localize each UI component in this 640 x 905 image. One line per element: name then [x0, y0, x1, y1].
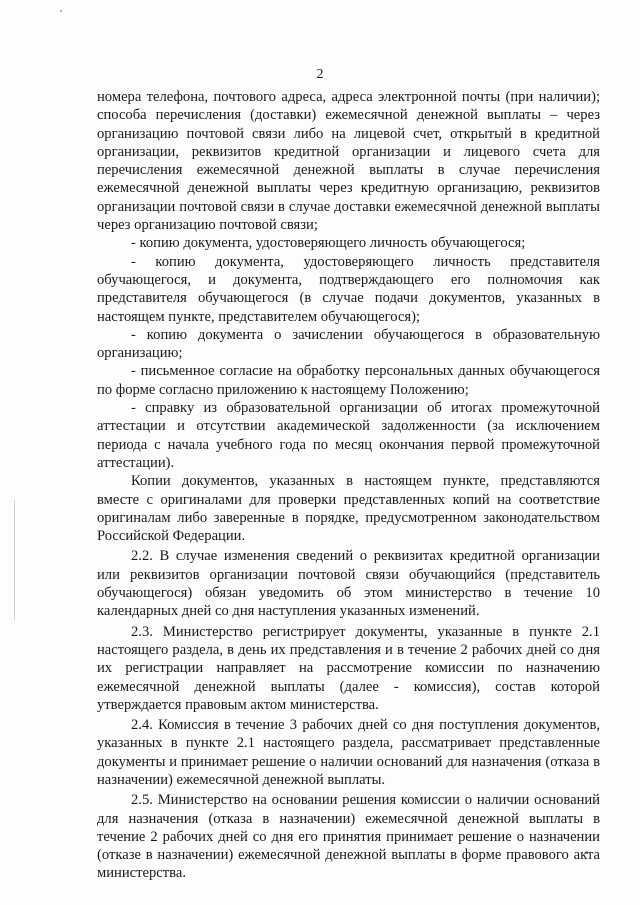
list-item-attestation-certificate: - справку из образовательной организации об итогах промежуточной аттестации и отсутствии академической задолженности (за исключением периода с начала учебного года по месяц окончания первой промежуточной аттестации). — [97, 400, 600, 471]
scan-speck — [60, 10, 62, 12]
list-item-enrollment-document: - копию документа о зачислении обучающегося в образовательную организацию; — [97, 326, 600, 362]
document-body — [97, 88, 600, 883]
scan-edge-line — [14, 500, 15, 620]
list-item-consent: - письменное согласие на обработку персональных данных обучающегося по форме согласно приложению к настоящему Положению; — [97, 363, 600, 398]
list-item-representative-document: - копию документа, удостоверяющего личность представителя обучающегося, и документа, подтверждающего его полномочия как представителя обучающегося (в случае подачи документов, указанных в настоящем пункте, представителем обучающегося); — [97, 253, 600, 325]
paragraph-section-2-4: 2.4. Комиссия в течение 3 рабочих дней со дня поступления документов, указанных в пункте 2.1 настоящего раздела, рассматривает представленные документы и принимает решение о наличии оснований для назначения (отказа в назначении) ежемесячной денежной выплаты. — [97, 717, 600, 788]
page-number: 2 — [316, 67, 324, 82]
paragraph-document-copies: Копии документов, указанных в настоящем пункте, представляются вместе с оригиналами для проверки представленных копий на соответствие оригиналам либо заверенные в порядке, предусмотренном законодательством Российской Федерации. — [97, 473, 600, 545]
paragraph-section-2-5: 2.5. Министерство на основании решения комиссии о наличии оснований для назначения (отказа в назначении) ежемесячной денежной выплаты в течение 2 рабочих дней со дня его принятия принимает решение о назначении (отказе в назначении) ежемесячной денежной выплаты в форме правового акта министерства. — [97, 792, 600, 882]
paragraph-contact-details: номера телефона, почтового адреса, адреса электронной почты (при наличии); способа перечисления (доставки) ежемесячной денежной выплаты – через организацию почтовой связи либо на лицевой счет, открытый в кредитной организации, реквизитов кредитной организации и лицевого счета для перечисления ежемесячной денежной выплаты в случае перечисления ежемесячной денежной выплаты через кредитную организацию, реквизитов организации почтовой связи в случае доставки ежемесячной денежной выплаты через организацию почтовой связи; — [97, 89, 600, 234]
paragraph-section-2-3: 2.3. Министерство регистрирует документы, указанные в пункте 2.1 настоящего раздела, в день их представления и в течение 2 рабочих дней со дня их регистрации направляет на рассмотрение комиссии по назначению ежемесячной денежной выплаты (далее - комиссия), состав которой утверждается правовым актом министерства. — [97, 623, 600, 713]
paragraph-section-2-2: 2.2. В случае изменения сведений о реквизитах кредитной организации или реквизитов организации почтовой связи обучающийся (представитель обучающегося) обязан уведомить об этом министерство в течение 10 календарных дней со дня наступления указанных изменений. — [97, 548, 600, 620]
list-item-identity-document: - копию документа, удостоверяющего личность обучающегося; — [131, 235, 526, 252]
